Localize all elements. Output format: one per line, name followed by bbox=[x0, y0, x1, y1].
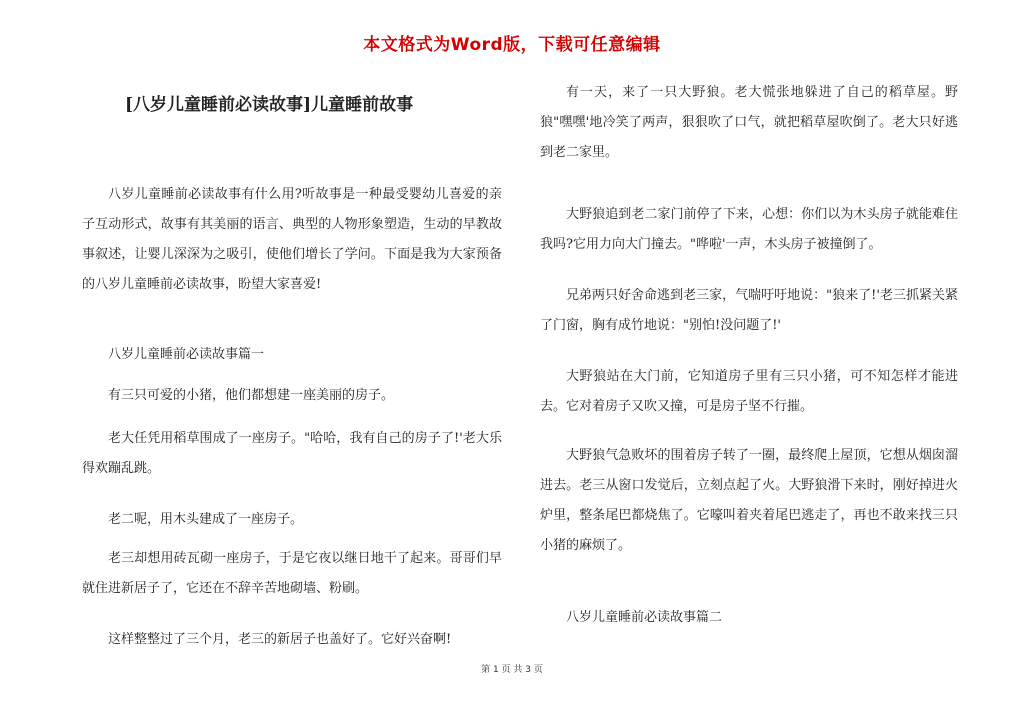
story-paragraph-3: 老二呢，用木头建成了一座房子。 bbox=[108, 512, 304, 527]
story-paragraph-5: 这样整整过了三个月，老三的新居子也盖好了。它好兴奋啊! bbox=[108, 632, 452, 647]
section2-heading: 八岁儿童睡前必读故事篇二 bbox=[566, 610, 723, 625]
page-number: 第 1 页 共 3 页 bbox=[481, 665, 543, 675]
story-paragraph-2: 老大任凭用稻草围成了一座房子。"哈哈，我有自己的房子了!'老大乐得欢蹦乱跳。 bbox=[82, 431, 502, 476]
intro-paragraph: 八岁儿童睡前必读故事有什么用?听故事是一种最受婴幼儿喜爱的亲子互动形式，故事有其美丽的语言、典型的人物形象塑造，生动的早教故事叙述，让婴儿深深为之吸引，使他们增长了学问。下面是我为大家预备的八岁儿童睡前必读故事，盼望大家喜爱! bbox=[82, 187, 502, 292]
story-paragraph-8: 兄弟两只好舍命逃到老三家，气喘吁吁地说："狼来了!'老三抓紧关紧了门窗，胸有成竹地说："别怕!没问题了!' bbox=[540, 288, 958, 333]
story-paragraph-10: 大野狼气急败坏的围着房子转了一圈，最终爬上屋顶，它想从烟囱溜进去。老三从窗口发觉后，立刻点起了火。大野狼滑下来时，刚好掉进火炉里，整条尾巴都烧焦了。它嚎叫着夹着尾巴逃走了，再也不敢来找三只小猪的麻烦了。 bbox=[540, 448, 958, 553]
banner-text: 本文格式为Word版，下载可任意编辑 bbox=[363, 35, 661, 55]
document-banner bbox=[0, 30, 1024, 55]
document-title: [八岁儿童睡前必读故事]儿童睡前故事 bbox=[125, 95, 414, 115]
story-paragraph-6: 有一天，来了一只大野狼。老大慌张地躲进了自己的稻草屋。野狼"嘿嘿'地冷笑了两声，狠狠吹了口气，就把稻草屋吹倒了。老大只好逃到老二家里。 bbox=[540, 85, 958, 160]
page-footer bbox=[0, 662, 1024, 675]
story-paragraph-4: 老三却想用砖瓦砌一座房子，于是它夜以继日地干了起来。哥哥们早就住进新居子了，它还在不辞辛苦地砌墙、粉刷。 bbox=[82, 551, 502, 596]
story-paragraph-1: 有三只可爱的小猪，他们都想建一座美丽的房子。 bbox=[108, 388, 395, 403]
section1-heading: 八岁儿童睡前必读故事篇一 bbox=[108, 347, 265, 362]
story-paragraph-7: 大野狼追到老二家门前停了下来，心想：你们以为木头房子就能难住我吗?它用力向大门撞去。"哗啦'一声，木头房子被撞倒了。 bbox=[540, 207, 958, 252]
story-paragraph-9: 大野狼站在大门前，它知道房子里有三只小猪，可不知怎样才能进去。它对着房子又吹又撞，可是房子坚不行摧。 bbox=[540, 369, 958, 414]
